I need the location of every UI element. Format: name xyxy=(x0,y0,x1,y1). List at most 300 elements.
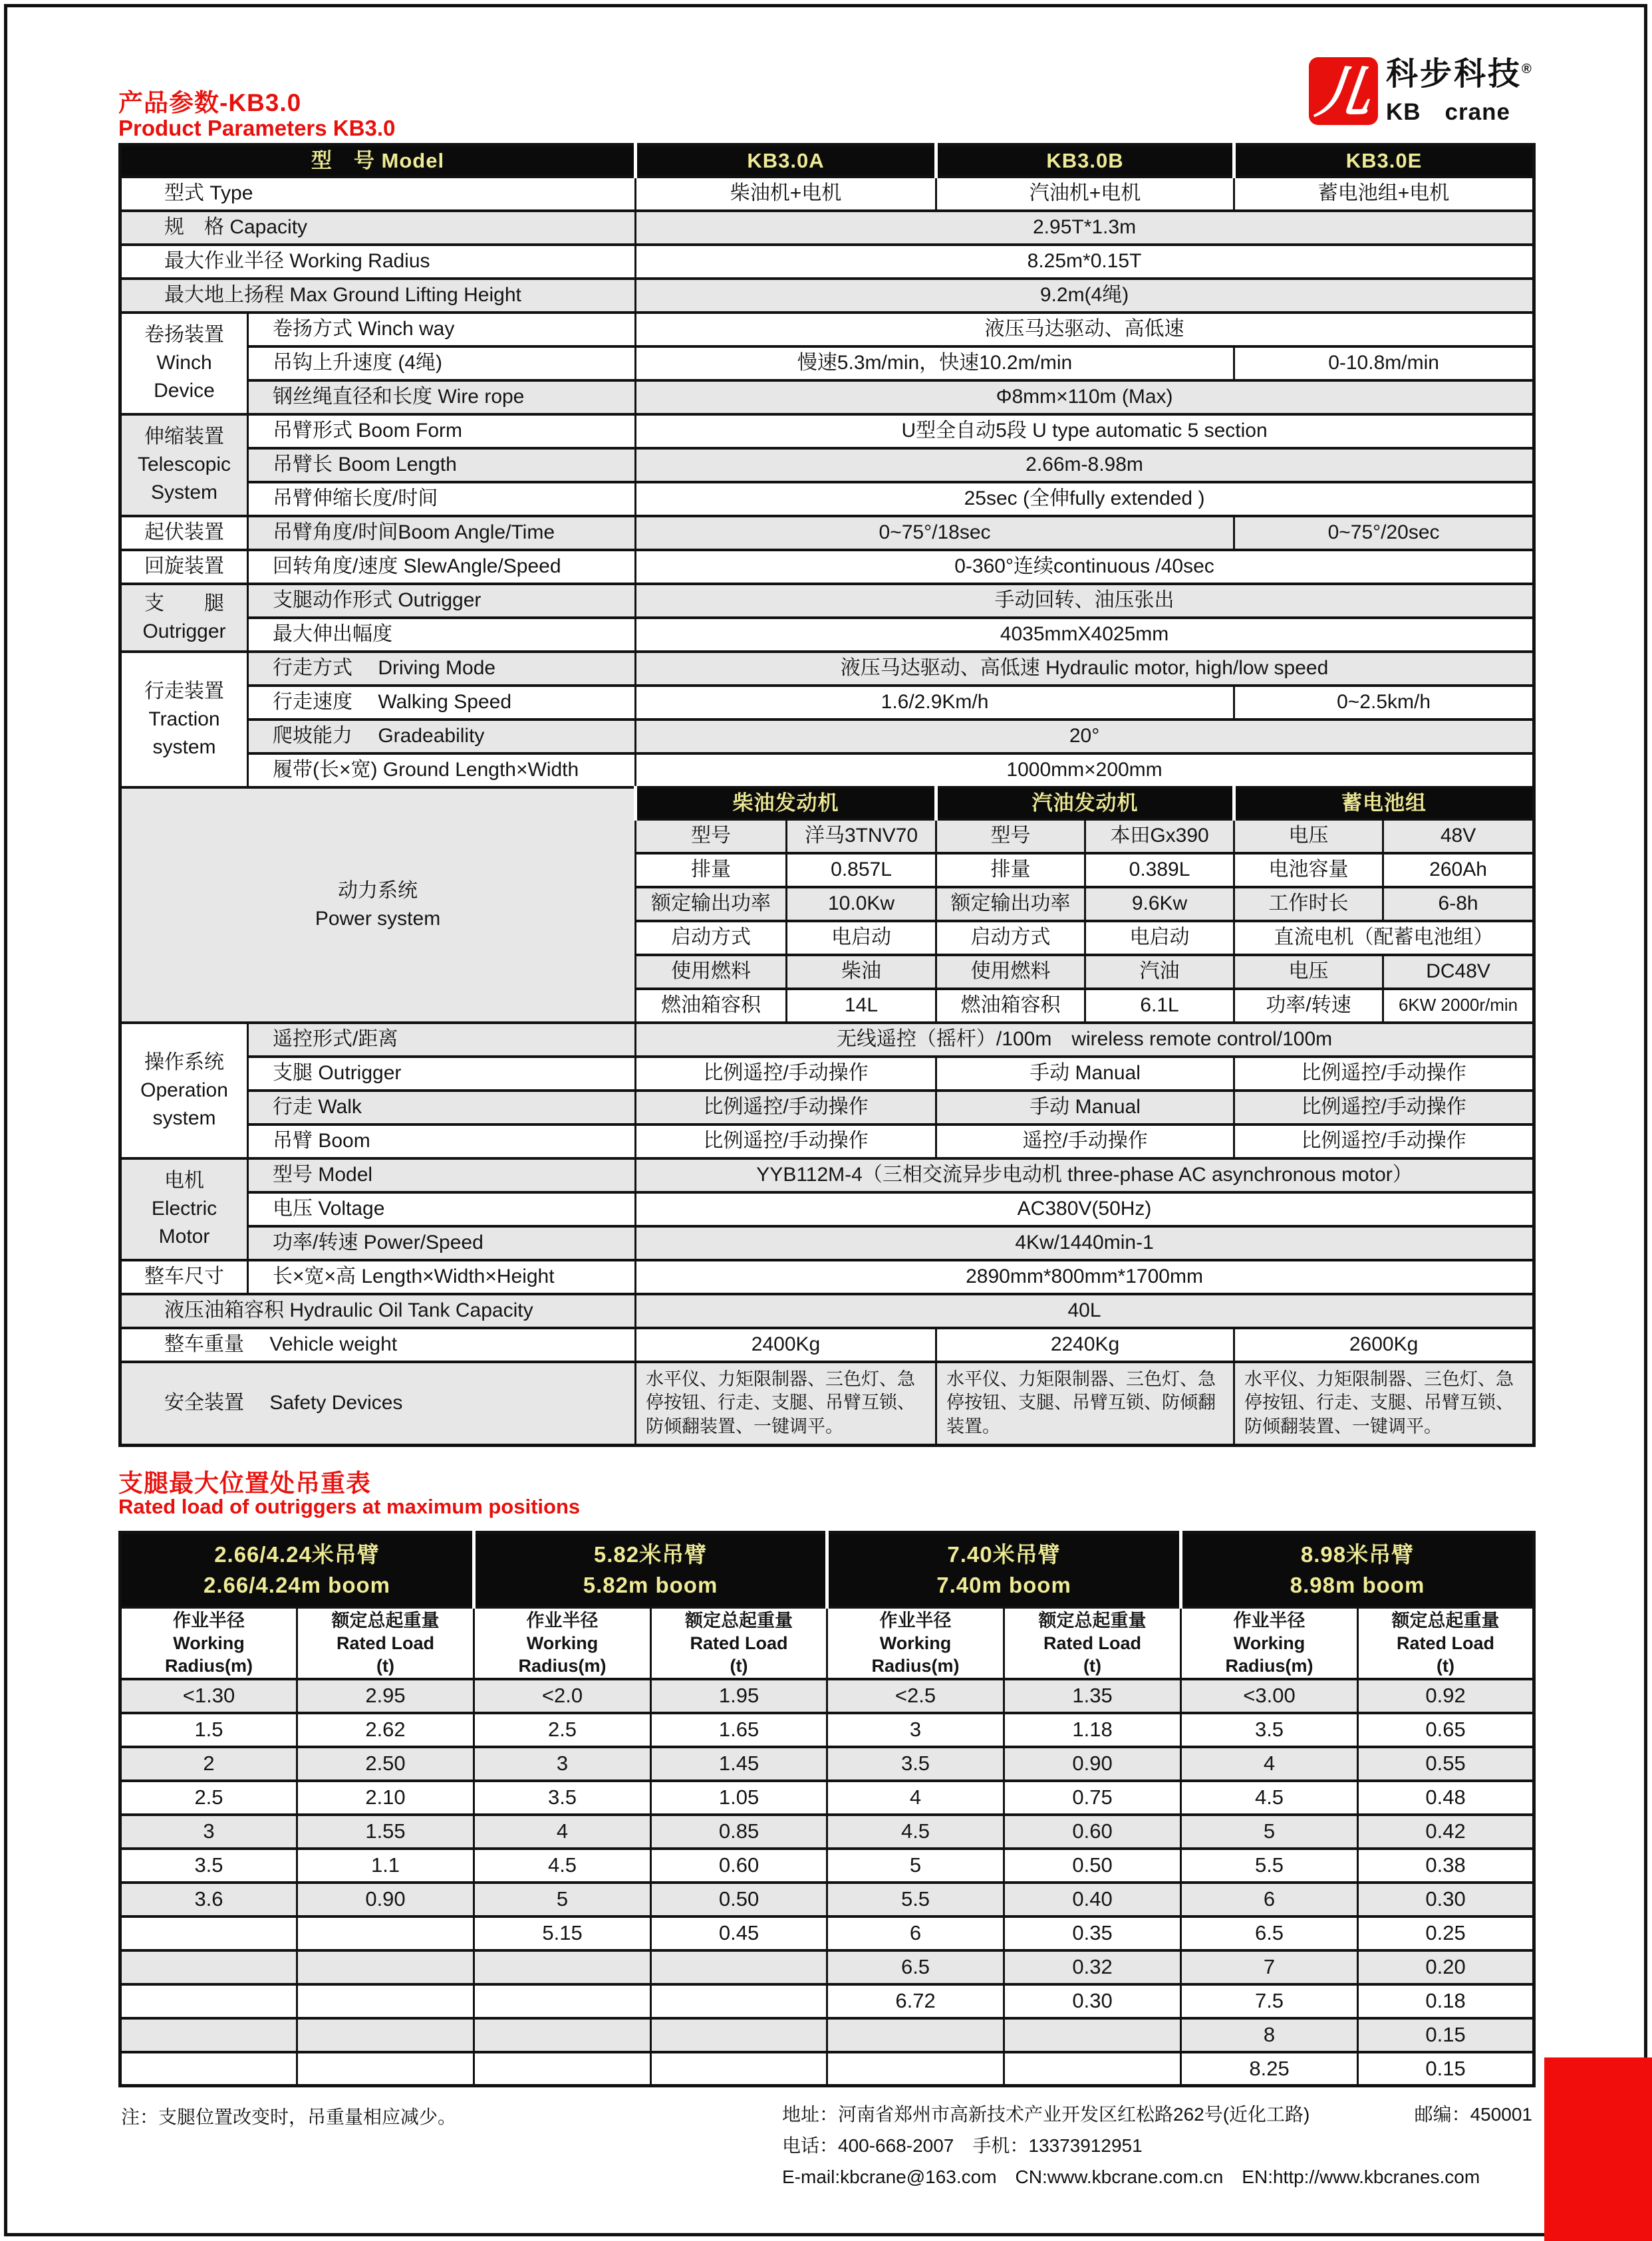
spec-cell: 吊臂 Boom xyxy=(248,1124,636,1158)
load-data-cell: 5.5 xyxy=(827,1883,1004,1916)
load-data-cell: 4 xyxy=(474,1815,651,1849)
load-data-cell xyxy=(120,1950,297,1984)
spec-tbody xyxy=(120,145,1534,1446)
spec-cell: 电启动 xyxy=(1085,921,1234,955)
spec-cell: 20° xyxy=(636,720,1534,753)
spec-row xyxy=(120,1192,1534,1226)
spec-row xyxy=(120,1091,1534,1124)
spec-cell: 吊臂长 Boom Length xyxy=(248,448,636,482)
spec-cell: 洋马3TNV70 xyxy=(787,819,936,853)
load-data-cell: 8 xyxy=(1181,2018,1358,2052)
spec-cell: 电压 xyxy=(1234,955,1383,989)
spec-row xyxy=(120,1328,1534,1362)
footer-contact xyxy=(782,2099,1532,2192)
spec-cell: 10.0Kw xyxy=(787,887,936,921)
spec-row xyxy=(120,177,1534,211)
logo-name-cn-text: 科步科技 xyxy=(1386,57,1522,92)
spec-cell: 2400Kg xyxy=(636,1328,936,1362)
spec-cell: 9.2m(4绳) xyxy=(636,279,1534,313)
spec-cell: 遥控形式/距离 xyxy=(248,1023,636,1057)
spec-cell: 使用燃料 xyxy=(936,955,1085,989)
spec-cell: 6.1L xyxy=(1085,989,1234,1023)
load-data-row xyxy=(120,1781,1534,1815)
load-column-header-cell: 作业半径 Working Radius(m) xyxy=(1181,1607,1358,1679)
spec-cell: 型号 Model xyxy=(248,1158,636,1192)
load-data-cell: 0.15 xyxy=(1358,2018,1534,2052)
load-data-cell: 1.35 xyxy=(1004,1679,1181,1713)
spec-row xyxy=(120,1362,1534,1446)
load-data-cell xyxy=(120,1916,297,1950)
load-data-cell: 4.5 xyxy=(827,1815,1004,1849)
spec-cell: 手动 Manual xyxy=(936,1091,1234,1124)
spec-cell: 液压马达驱动、高低速 Hydraulic motor, high/low speed xyxy=(636,652,1534,686)
load-data-cell: 0.50 xyxy=(651,1883,827,1916)
load-data-cell xyxy=(297,1950,474,1984)
load-group-header-cell: 5.82米吊臂 5.82m boom xyxy=(474,1533,827,1607)
spec-row xyxy=(120,618,1534,652)
load-tbody xyxy=(120,1533,1534,2086)
spec-cell: 安全装置 Safety Devices xyxy=(120,1362,636,1446)
spec-cell: 柴油机+电机 xyxy=(636,177,936,211)
load-data-cell: 3 xyxy=(120,1815,297,1849)
spec-cell: 吊臂伸缩长度/时间 xyxy=(248,482,636,516)
spec-cell: 支腿动作形式 Outrigger xyxy=(248,584,636,618)
spec-row xyxy=(120,380,1534,414)
load-data-cell: 4 xyxy=(827,1781,1004,1815)
spec-cell: 电池容量 xyxy=(1234,853,1383,887)
load-data-cell: <1.30 xyxy=(120,1679,297,1713)
spec-row xyxy=(120,279,1534,313)
spec-cell: 最大地上扬程 Max Ground Lifting Height xyxy=(120,279,636,313)
load-data-cell: 3 xyxy=(474,1747,651,1781)
spec-cell: 遥控/手动操作 xyxy=(936,1124,1234,1158)
spec-cell: 型号 xyxy=(636,819,787,853)
load-group-header-cell: 8.98米吊臂 8.98m boom xyxy=(1181,1533,1534,1607)
spec-cell: 伸缩装置 Telescopic System xyxy=(120,414,248,516)
spec-cell: 1000mm×200mm xyxy=(636,753,1534,787)
load-data-cell xyxy=(120,1984,297,2018)
spec-cell: 2.95T*1.3m xyxy=(636,211,1534,245)
logo-mark-glyph: 儿 xyxy=(1312,63,1374,124)
spec-cell: 无线遥控（摇杆）/100m wireless remote control/100m xyxy=(636,1023,1534,1057)
load-data-cell: 2.62 xyxy=(297,1713,474,1747)
load-data-cell: 4.5 xyxy=(474,1849,651,1883)
spec-row xyxy=(120,753,1534,787)
load-data-cell: 0.35 xyxy=(1004,1916,1181,1950)
spec-cell: 手动 Manual xyxy=(936,1057,1234,1091)
spec-cell: 最大伸出幅度 xyxy=(248,618,636,652)
spec-row xyxy=(120,1023,1534,1057)
spec-row xyxy=(120,414,1534,448)
load-data-cell: 3 xyxy=(827,1713,1004,1747)
load-data-cell xyxy=(297,1916,474,1950)
load-data-cell: 4.5 xyxy=(1181,1781,1358,1815)
load-data-cell xyxy=(651,1950,827,1984)
spec-cell: 额定输出功率 xyxy=(936,887,1085,921)
load-column-header-cell: 额定总起重量 Rated Load (t) xyxy=(297,1607,474,1679)
spec-cell: 吊臂形式 Boom Form xyxy=(248,414,636,448)
spec-cell: DC48V xyxy=(1383,955,1534,989)
spec-cell: U型全自动5段 U type automatic 5 section xyxy=(636,414,1534,448)
load-data-cell: 1.5 xyxy=(120,1713,297,1747)
spec-cell: 额定输出功率 xyxy=(636,887,787,921)
spec-header-cell: 型 号 Model xyxy=(120,145,636,177)
load-data-cell: 6.72 xyxy=(827,1984,1004,2018)
load-data-cell xyxy=(827,2018,1004,2052)
load-data-row xyxy=(120,1815,1534,1849)
load-column-header-cell: 作业半径 Working Radius(m) xyxy=(120,1607,297,1679)
load-data-cell: 0.15 xyxy=(1358,2052,1534,2086)
spec-cell: 比例遥控/手动操作 xyxy=(636,1057,936,1091)
spec-row xyxy=(120,516,1534,550)
spec-cell: 整车重量 Vehicle weight xyxy=(120,1328,636,1362)
spec-cell: 慢速5.3m/min，快速10.2m/min xyxy=(636,346,1234,380)
footer-phone: 电话：400-668-2007 手机：13373912951 xyxy=(782,2135,1143,2156)
load-data-cell: 0.40 xyxy=(1004,1883,1181,1916)
spec-cell: 汽油机+电机 xyxy=(936,177,1234,211)
spec-cell: 0.857L xyxy=(787,853,936,887)
load-data-cell: 5.5 xyxy=(1181,1849,1358,1883)
spec-cell: 液压马达驱动、高低速 xyxy=(636,313,1534,346)
load-data-cell: 0.60 xyxy=(651,1849,827,1883)
load-data-cell: 5 xyxy=(474,1883,651,1916)
load-data-cell: 8.25 xyxy=(1181,2052,1358,2086)
load-data-cell: 6.5 xyxy=(827,1950,1004,1984)
spec-cell: 6KW 2000r/min xyxy=(1383,989,1534,1023)
spec-cell: 25sec (全伸fully extended ) xyxy=(636,482,1534,516)
load-data-cell: <2.5 xyxy=(827,1679,1004,1713)
load-data-cell: 0.50 xyxy=(1004,1849,1181,1883)
load-data-cell xyxy=(474,2018,651,2052)
load-data-cell: 0.18 xyxy=(1358,1984,1534,2018)
registered-mark-icon: ® xyxy=(1522,62,1534,76)
spec-cell: 使用燃料 xyxy=(636,955,787,989)
load-column-header-cell: 作业半径 Working Radius(m) xyxy=(827,1607,1004,1679)
load-column-header-row xyxy=(120,1607,1534,1679)
spec-cell: 吊钩上升速度 (4绳) xyxy=(248,346,636,380)
spec-cell: 260Ah xyxy=(1383,853,1534,887)
spec-row xyxy=(120,313,1534,346)
spec-header-cell: KB3.0A xyxy=(636,145,936,177)
footer-email: E-mail:kbcrane@163.com CN:www.kbcrane.com.cn EN:http://www.kbcranes.com xyxy=(782,2167,1480,2187)
load-data-cell: 0.20 xyxy=(1358,1950,1534,1984)
spec-cell: 直流电机（配蓄电池组） xyxy=(1234,921,1534,955)
spec-cell: 电机 Electric Motor xyxy=(120,1158,248,1260)
logo-text xyxy=(1386,57,1534,127)
load-data-cell: 2 xyxy=(120,1747,297,1781)
spec-cell: 水平仪、力矩限制器、三色灯、急停按钮、支腿、吊臂互锁、防倾翻装置。 xyxy=(936,1362,1234,1446)
page-title-cn: 产品参数-KB3.0 xyxy=(118,89,302,116)
load-data-cell xyxy=(297,2052,474,2086)
load-data-cell: 0.90 xyxy=(1004,1747,1181,1781)
spec-cell: Φ8mm×110m (Max) xyxy=(636,380,1534,414)
spec-cell: 行走速度 Walking Speed xyxy=(248,686,636,720)
spec-row xyxy=(120,1124,1534,1158)
load-data-row xyxy=(120,1916,1534,1950)
spec-row xyxy=(120,1226,1534,1260)
spec-cell: 支腿 Outrigger xyxy=(248,1057,636,1091)
spec-cell: 柴油 xyxy=(787,955,936,989)
load-data-row xyxy=(120,1849,1534,1883)
load-data-cell: 0.42 xyxy=(1358,1815,1534,1849)
spec-cell: 行走装置 Traction system xyxy=(120,652,248,787)
spec-cell: 功率/转速 xyxy=(1234,989,1383,1023)
load-data-row xyxy=(120,2052,1534,2086)
load-data-cell: 1.1 xyxy=(297,1849,474,1883)
load-data-cell xyxy=(651,2052,827,2086)
load-data-cell: 1.95 xyxy=(651,1679,827,1713)
load-data-cell: 3.5 xyxy=(474,1781,651,1815)
footer-note: 注：支腿位置改变时，吊重量相应减少。 xyxy=(121,2107,457,2127)
spec-cell: 汽油 xyxy=(1085,955,1234,989)
spec-row xyxy=(120,482,1534,516)
load-data-cell: 0.32 xyxy=(1004,1950,1181,1984)
spec-cell: 支 腿 Outrigger xyxy=(120,584,248,652)
load-data-cell: 2.50 xyxy=(297,1747,474,1781)
page-title-block xyxy=(118,89,395,141)
load-data-cell: 6 xyxy=(827,1916,1004,1950)
load-data-cell: 0.25 xyxy=(1358,1916,1534,1950)
spec-cell: 蓄电池组+电机 xyxy=(1234,177,1534,211)
spec-cell: 爬坡能力 Gradeability xyxy=(248,720,636,753)
load-data-cell xyxy=(474,1950,651,1984)
spec-cell: 型式 Type xyxy=(120,177,636,211)
spec-cell: 4035mmX4025mm xyxy=(636,618,1534,652)
spec-cell: YYB112M-4（三相交流异步电动机 three-phase AC asynchronous motor） xyxy=(636,1158,1534,1192)
load-data-cell: 5 xyxy=(827,1849,1004,1883)
load-data-cell: 7 xyxy=(1181,1950,1358,1984)
spec-row xyxy=(120,145,1534,177)
load-data-row xyxy=(120,1984,1534,2018)
spec-row xyxy=(120,1057,1534,1091)
spec-row xyxy=(120,720,1534,753)
spec-row xyxy=(120,245,1534,279)
spec-cell: 水平仪、力矩限制器、三色灯、急停按钮、行走、支腿、吊臂互锁、防倾翻装置、一键调平。 xyxy=(1234,1362,1534,1446)
spec-cell: 2890mm*800mm*1700mm xyxy=(636,1260,1534,1294)
spec-cell: 40L xyxy=(636,1294,1534,1328)
load-data-cell: 0.85 xyxy=(651,1815,827,1849)
logo xyxy=(1309,57,1534,127)
spec-header-cell: KB3.0E xyxy=(1234,145,1534,177)
load-data-row xyxy=(120,2018,1534,2052)
spec-row xyxy=(120,448,1534,482)
load-group-header-cell: 2.66/4.24米吊臂 2.66/4.24m boom xyxy=(120,1533,474,1607)
spec-cell: 比例遥控/手动操作 xyxy=(636,1091,936,1124)
spec-cell: 回转角度/速度 SlewAngle/Speed xyxy=(248,550,636,584)
load-data-cell: 3.5 xyxy=(827,1747,1004,1781)
spec-cell: 燃油箱容积 xyxy=(636,989,787,1023)
load-data-cell xyxy=(1004,2052,1181,2086)
spec-header-cell: 汽油发动机 xyxy=(936,787,1234,819)
load-group-header-cell: 7.40米吊臂 7.40m boom xyxy=(827,1533,1181,1607)
spec-cell: 电压 Voltage xyxy=(248,1192,636,1226)
spec-cell: AC380V(50Hz) xyxy=(636,1192,1534,1226)
footer-address-line xyxy=(782,2099,1532,2130)
red-corner-block xyxy=(1544,2057,1652,2241)
load-data-cell xyxy=(474,2052,651,2086)
spec-cell: 电启动 xyxy=(787,921,936,955)
footer-postcode: 邮编：450001 xyxy=(1414,2104,1532,2125)
spec-cell: 1.6/2.9Km/h xyxy=(636,686,1234,720)
spec-row xyxy=(120,550,1534,584)
spec-row xyxy=(120,652,1534,686)
load-data-cell: 2.5 xyxy=(474,1713,651,1747)
spec-cell: 手动回转、油压张出 xyxy=(636,584,1534,618)
load-data-cell: 0.48 xyxy=(1358,1781,1534,1815)
spec-row xyxy=(120,787,1534,819)
load-data-cell xyxy=(651,1984,827,2018)
load-data-cell: <2.0 xyxy=(474,1679,651,1713)
load-data-row xyxy=(120,1883,1534,1916)
spec-cell: 规 格 Capacity xyxy=(120,211,636,245)
load-data-cell: 0.30 xyxy=(1004,1984,1181,2018)
spec-cell: 比例遥控/手动操作 xyxy=(1234,1091,1534,1124)
spec-cell: 功率/转速 Power/Speed xyxy=(248,1226,636,1260)
spec-header-cell: KB3.0B xyxy=(936,145,1234,177)
load-data-cell: 3.5 xyxy=(1181,1713,1358,1747)
load-data-cell: 5.15 xyxy=(474,1916,651,1950)
load-data-cell: 4 xyxy=(1181,1747,1358,1781)
load-data-cell xyxy=(297,2018,474,2052)
load-column-header-cell: 额定总起重量 Rated Load (t) xyxy=(1004,1607,1181,1679)
spec-cell: 动力系统 Power system xyxy=(120,787,636,1023)
spec-cell: 0-360°连续continuous /40sec xyxy=(636,550,1534,584)
spec-row xyxy=(120,686,1534,720)
page-title-en: Product Parameters KB3.0 xyxy=(118,116,396,141)
spec-cell: 启动方式 xyxy=(636,921,787,955)
spec-cell: 回旋装置 xyxy=(120,550,248,584)
load-column-header-cell: 额定总起重量 Rated Load (t) xyxy=(651,1607,827,1679)
spec-cell: 14L xyxy=(787,989,936,1023)
load-data-cell xyxy=(297,1984,474,2018)
load-data-cell xyxy=(120,2052,297,2086)
spec-cell: 工作时长 xyxy=(1234,887,1383,921)
spec-cell: 9.6Kw xyxy=(1085,887,1234,921)
load-data-cell: 0.55 xyxy=(1358,1747,1534,1781)
load-data-cell: 6.5 xyxy=(1181,1916,1358,1950)
spec-cell: 48V xyxy=(1383,819,1534,853)
load-data-cell: 0.75 xyxy=(1004,1781,1181,1815)
spec-cell: 6-8h xyxy=(1383,887,1534,921)
logo-name-cn xyxy=(1386,57,1534,92)
load-data-cell: 0.30 xyxy=(1358,1883,1534,1916)
load-data-cell: 3.6 xyxy=(120,1883,297,1916)
load-data-cell: 3.5 xyxy=(120,1849,297,1883)
load-data-row xyxy=(120,1950,1534,1984)
load-data-cell xyxy=(651,2018,827,2052)
load-data-row xyxy=(120,1679,1534,1713)
load-data-cell: 2.95 xyxy=(297,1679,474,1713)
spec-cell: 起伏装置 xyxy=(120,516,248,550)
spec-header-cell: 柴油发动机 xyxy=(636,787,936,819)
load-data-cell: 0.38 xyxy=(1358,1849,1534,1883)
load-table-title-en: Rated load of outriggers at maximum positions xyxy=(118,1495,581,1518)
spec-cell: 最大作业半径 Working Radius xyxy=(120,245,636,279)
spec-row xyxy=(120,211,1534,245)
spec-cell: 2600Kg xyxy=(1234,1328,1534,1362)
spec-cell: 电压 xyxy=(1234,819,1383,853)
spec-cell: 钢丝绳直径和长度 Wire rope xyxy=(248,380,636,414)
spec-cell: 吊臂角度/时间Boom Angle/Time xyxy=(248,516,636,550)
spec-cell: 比例遥控/手动操作 xyxy=(1234,1057,1534,1091)
load-data-cell: 0.90 xyxy=(297,1883,474,1916)
load-data-cell: 6 xyxy=(1181,1883,1358,1916)
load-data-cell: 0.65 xyxy=(1358,1713,1534,1747)
spec-cell: 行走方式 Driving Mode xyxy=(248,652,636,686)
spec-cell: 整车尺寸 xyxy=(120,1260,248,1294)
spec-row xyxy=(120,584,1534,618)
spec-cell: 水平仪、力矩限制器、三色灯、急停按钮、行走、支腿、吊臂互锁、防倾翻装置、一键调平。 xyxy=(636,1362,936,1446)
spec-row xyxy=(120,1260,1534,1294)
load-data-cell xyxy=(120,2018,297,2052)
spec-cell: 0~2.5km/h xyxy=(1234,686,1534,720)
load-data-cell: 1.18 xyxy=(1004,1713,1181,1747)
spec-cell: 启动方式 xyxy=(936,921,1085,955)
load-data-cell: 0.60 xyxy=(1004,1815,1181,1849)
load-data-cell: <3.00 xyxy=(1181,1679,1358,1713)
load-data-row xyxy=(120,1713,1534,1747)
logo-name-en: KB crane xyxy=(1386,98,1510,125)
spec-cell: 0~75°/20sec xyxy=(1234,516,1534,550)
load-data-cell: 1.55 xyxy=(297,1815,474,1849)
load-data-cell: 0.45 xyxy=(651,1916,827,1950)
spec-row xyxy=(120,1158,1534,1192)
spec-cell: 长×宽×高 Length×Width×Height xyxy=(248,1260,636,1294)
spec-cell: 液压油箱容积 Hydraulic Oil Tank Capacity xyxy=(120,1294,636,1328)
spec-cell: 排量 xyxy=(936,853,1085,887)
load-data-cell xyxy=(827,2052,1004,2086)
spec-cell: 0~75°/18sec xyxy=(636,516,1234,550)
load-table xyxy=(118,1531,1536,2087)
load-data-cell: 0.92 xyxy=(1358,1679,1534,1713)
load-data-cell: 7.5 xyxy=(1181,1984,1358,2018)
logo-mark-icon xyxy=(1309,57,1378,125)
spec-table xyxy=(118,143,1536,1447)
load-data-row xyxy=(120,1747,1534,1781)
spec-cell: 0.389L xyxy=(1085,853,1234,887)
spec-cell: 排量 xyxy=(636,853,787,887)
load-column-header-cell: 额定总起重量 Rated Load (t) xyxy=(1358,1607,1534,1679)
spec-cell: 2.66m-8.98m xyxy=(636,448,1534,482)
load-column-header-cell: 作业半径 Working Radius(m) xyxy=(474,1607,651,1679)
load-table-title-cn: 支腿最大位置处吊重表 xyxy=(118,1470,371,1497)
load-group-header-row xyxy=(120,1533,1534,1607)
load-data-cell: 1.45 xyxy=(651,1747,827,1781)
spec-cell: 卷扬装置 Winch Device xyxy=(120,313,248,414)
spec-row xyxy=(120,1294,1534,1328)
load-data-cell xyxy=(1004,2018,1181,2052)
spec-cell: 型号 xyxy=(936,819,1085,853)
load-data-cell: 1.05 xyxy=(651,1781,827,1815)
spec-cell: 燃油箱容积 xyxy=(936,989,1085,1023)
spec-cell: 2240Kg xyxy=(936,1328,1234,1362)
spec-cell: 4Kw/1440min-1 xyxy=(636,1226,1534,1260)
spec-cell: 比例遥控/手动操作 xyxy=(1234,1124,1534,1158)
load-data-cell xyxy=(474,1984,651,2018)
spec-cell: 操作系统 Operation system xyxy=(120,1023,248,1158)
load-data-cell: 2.10 xyxy=(297,1781,474,1815)
load-data-cell: 1.65 xyxy=(651,1713,827,1747)
spec-row xyxy=(120,346,1534,380)
load-data-cell: 2.5 xyxy=(120,1781,297,1815)
spec-cell: 卷扬方式 Winch way xyxy=(248,313,636,346)
footer-address: 地址：河南省郑州市高新技术产业开发区红松路262号(近化工路) xyxy=(782,2104,1310,2125)
spec-cell: 履带(长×宽) Ground Length×Width xyxy=(248,753,636,787)
spec-cell: 比例遥控/手动操作 xyxy=(636,1124,936,1158)
spec-cell: 8.25m*0.15T xyxy=(636,245,1534,279)
spec-cell: 0-10.8m/min xyxy=(1234,346,1534,380)
spec-cell: 本田Gx390 xyxy=(1085,819,1234,853)
